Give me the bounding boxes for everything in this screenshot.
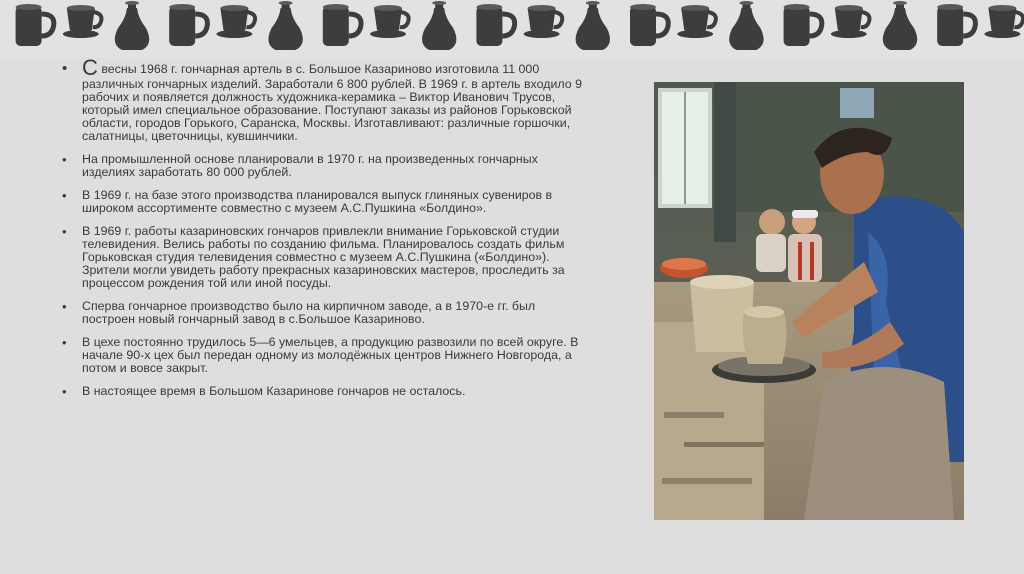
paragraph-text: В 1969 г. работы казариновских гончаров привлекли внимание Горьковской студии телевидения. Велись работы по созданию фильма. Планировалось создать фильм Горьковская студия телевидения совместно с музеем А.С.Пушкина («Болдино»). Зрители могли увидеть работу прекрасных казариновских мастеров, проследить за процессом рождения той или иной посуды. <box>82 224 565 290</box>
dropcap-letter: С <box>82 55 98 80</box>
paragraph-7 <box>62 385 582 398</box>
mug-icon <box>169 4 207 46</box>
paragraph-1 <box>62 55 582 143</box>
paragraph-6 <box>62 336 582 375</box>
paragraph-text: В настоящее время в Большом Казаринове гончаров не осталось. <box>82 384 466 398</box>
paragraph-text: весны 1968 г. гончарная артель в с. Большое Казариново изготовила 11 000 различных гончарных изделий. Заработали 6 800 рублей. В 1969 г. в артель входило 9 рабочих и появляется должность художника-керамика – Виктор Иванович Трусов, который имел специальное образование. Поступают заказы из районов Горьковской области, городов Горького, Саранска, Москвы. Изготавливают: различные горшочки, салатницы, цветочницы, кувшинчики. <box>82 62 582 143</box>
paragraph-2 <box>62 153 582 179</box>
bullet: • <box>62 152 67 167</box>
bullet: • <box>62 299 67 314</box>
paragraph-text: На промышленной основе планировали в 1970 г. на произведенных гончарных изделиях заработать 80 000 рублей. <box>82 152 538 179</box>
paragraph-3 <box>62 189 582 215</box>
paragraph-4 <box>62 225 582 290</box>
bullet: • <box>62 60 68 77</box>
mug-icon <box>784 4 822 46</box>
mug-icon <box>323 4 361 46</box>
vase-icon <box>729 1 763 50</box>
bullet: • <box>62 224 67 239</box>
vase-icon <box>576 1 610 50</box>
paragraph-text: В 1969 г. на базе этого производства планировался выпуск глиняных сувениров в широком ассортименте совместно с музеем А.С.Пушкина «Болдино». <box>82 188 553 215</box>
potter-photo <box>654 82 964 520</box>
vase-icon <box>115 1 149 50</box>
cup-icon <box>370 5 409 38</box>
paragraph-text: В цехе постоянно трудилось 5—6 умельцев, а продукцию развозили по всей округе. В начале 90-х цех был передан одному из молодёжных центров Нижнего Новгорода, а потом и вовсе закрыт. <box>82 335 579 375</box>
vase-icon <box>422 1 456 50</box>
mug-icon <box>937 4 975 46</box>
mug-icon <box>16 4 54 46</box>
mug-icon <box>630 4 668 46</box>
cup-icon <box>677 5 716 38</box>
cup-icon <box>216 5 255 38</box>
text-content <box>62 55 582 408</box>
mug-icon <box>476 4 514 46</box>
cup-icon <box>524 5 563 38</box>
potter-at-wheel-image <box>654 82 964 520</box>
cup-icon <box>831 5 870 38</box>
pottery-icons-strip <box>0 0 1024 58</box>
vase-icon <box>883 1 917 50</box>
bullet: • <box>62 188 67 203</box>
cup-icon <box>984 5 1023 38</box>
vase-icon <box>268 1 302 50</box>
cup-icon <box>63 5 102 38</box>
bullet: • <box>62 384 67 399</box>
paragraph-5 <box>62 300 582 326</box>
bullet: • <box>62 335 67 350</box>
pottery-banner <box>0 0 1024 58</box>
paragraph-text: Сперва гончарное производство было на кирпичном заводе, а в 1970-е гг. был построен новый гончарный завод в с.Большое Казариново. <box>82 299 536 326</box>
